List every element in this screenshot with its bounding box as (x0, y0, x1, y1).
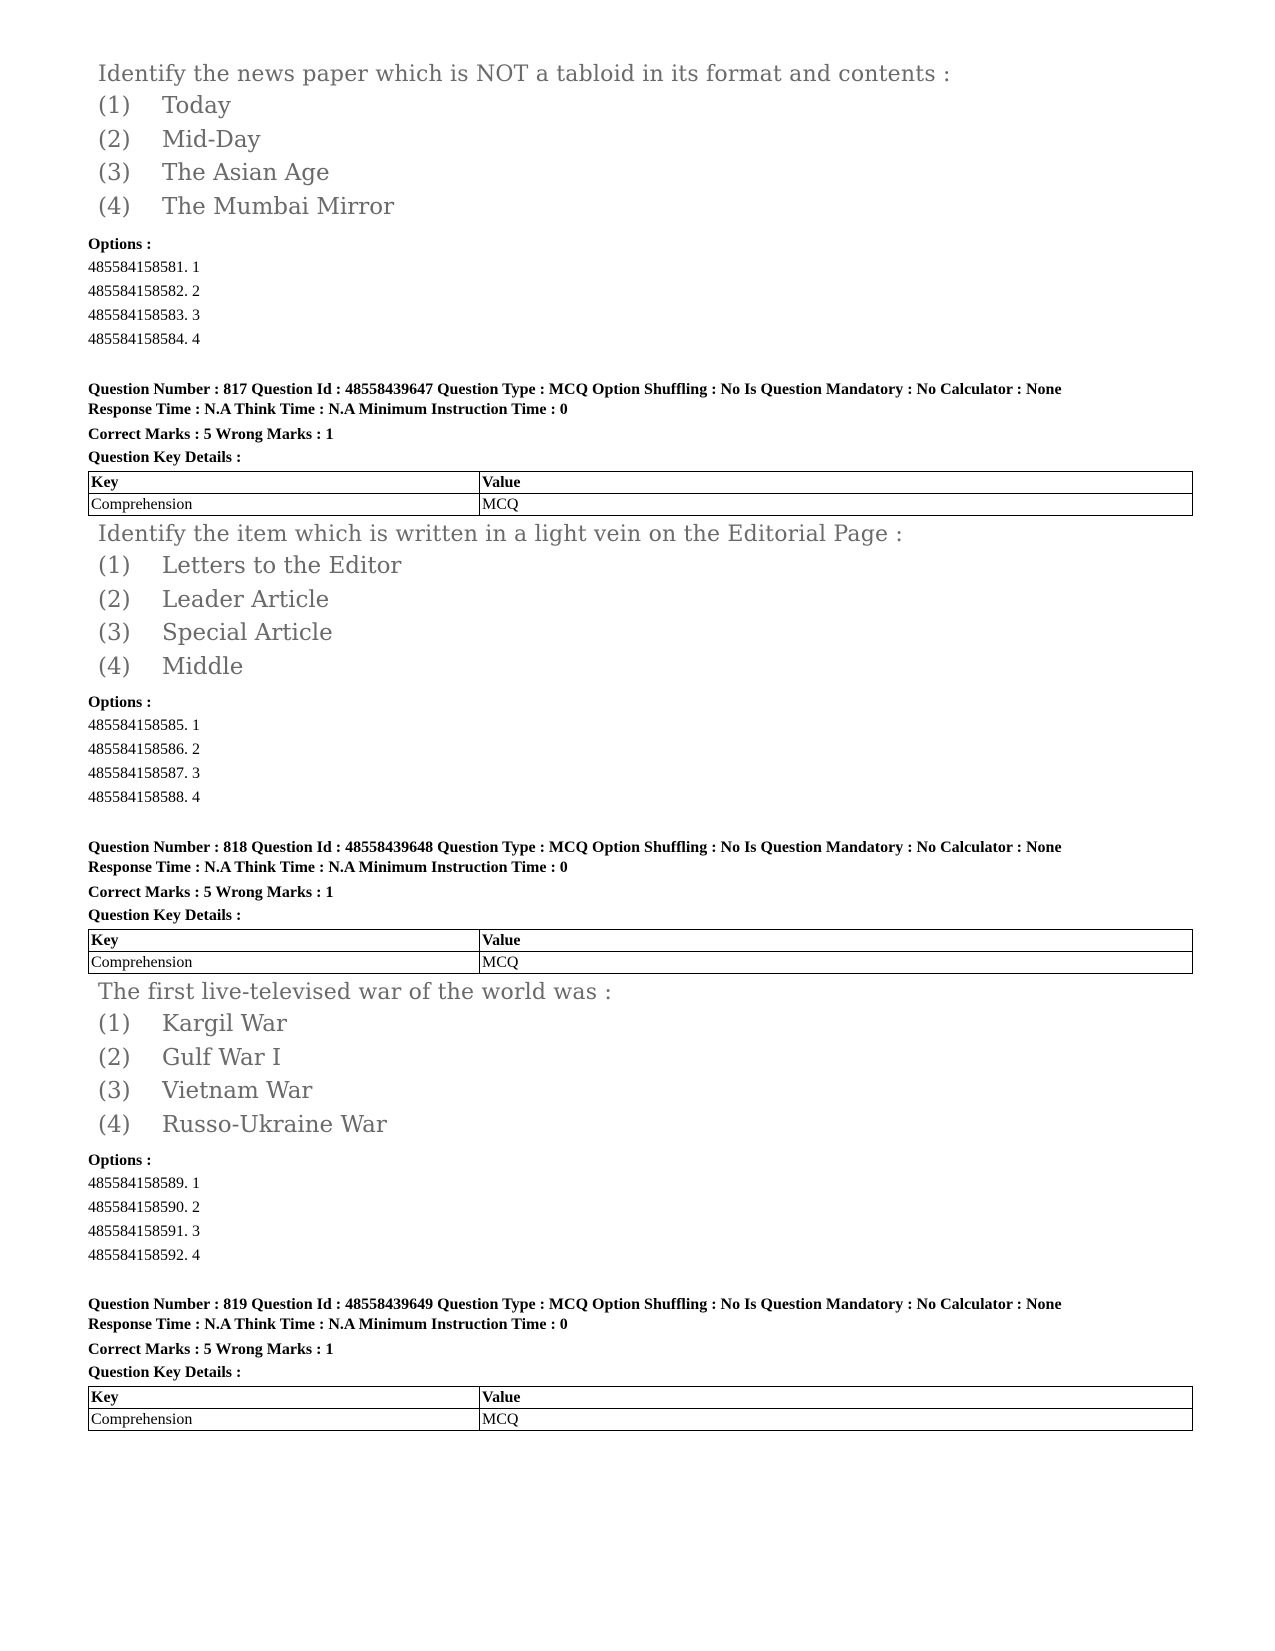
choice-item: (4) Russo-Ukraine War (98, 1111, 387, 1138)
table-cell-key: Comprehension (89, 952, 480, 974)
key-value-table (88, 929, 1193, 974)
options-title: Options : (88, 1152, 152, 1169)
question-marks: Correct Marks : 5 Wrong Marks : 1 (88, 884, 334, 901)
question-timing: Response Time : N.A Think Time : N.A Minimum Instruction Time : 0 (88, 401, 568, 418)
question-header (88, 1295, 1193, 1431)
key-value-table (88, 471, 1193, 516)
choice-item: (1) Kargil War (98, 1011, 287, 1037)
choice-item: (3) Special Article (98, 620, 333, 646)
question-stem: Identify the item which is written in a light vein on the Editorial Page : (98, 522, 904, 547)
option-line: 485584158586. 2 (88, 741, 200, 758)
option-line: 485584158590. 2 (88, 1199, 200, 1216)
table-header-key: Key (89, 930, 480, 952)
question-marks: Correct Marks : 5 Wrong Marks : 1 (88, 1341, 334, 1358)
question-image-2 (88, 520, 903, 684)
option-line: 485584158583. 3 (88, 307, 200, 324)
table-header-key: Key (89, 1387, 480, 1409)
choice-item: (3) The Asian Age (98, 160, 330, 186)
question-header (88, 838, 1193, 974)
choice-item: (2) Leader Article (98, 586, 330, 613)
question-meta: Question Number : 817 Question Id : 48558439647 Question Type : MCQ Option Shuffling : No Is Question Mandatory : No Calculator : None (88, 381, 1062, 398)
table-header-value: Value (480, 472, 1193, 494)
question-marks: Correct Marks : 5 Wrong Marks : 1 (88, 426, 334, 443)
option-line: 485584158588. 4 (88, 789, 200, 806)
choice-item: (2) Mid-Day (98, 126, 261, 153)
option-line: 485584158592. 4 (88, 1247, 200, 1264)
table-header-value: Value (480, 930, 1193, 952)
table-cell-value: MCQ (480, 494, 1193, 516)
options-title: Options : (88, 694, 152, 711)
table-cell-value: MCQ (480, 1409, 1193, 1431)
choice-item: (4) Middle (98, 653, 244, 680)
choice-item: (3) Vietnam War (98, 1078, 313, 1104)
option-line: 485584158591. 3 (88, 1223, 200, 1240)
options-title: Options : (88, 236, 152, 253)
question-key-details: Question Key Details : (88, 1364, 242, 1381)
option-line: 485584158585. 1 (88, 717, 200, 734)
question-header (88, 380, 1193, 516)
option-line: 485584158589. 1 (88, 1175, 200, 1192)
option-line: 485584158587. 3 (88, 765, 200, 782)
key-value-table (88, 1386, 1193, 1431)
options-block (88, 234, 200, 352)
table-header-value: Value (480, 1387, 1193, 1409)
option-line: 485584158581. 1 (88, 259, 200, 276)
question-meta: Question Number : 818 Question Id : 48558439648 Question Type : MCQ Option Shuffling : No Is Question Mandatory : No Calculator : None (88, 839, 1062, 856)
question-image-1 (88, 60, 951, 224)
table-header-key: Key (89, 472, 480, 494)
table-cell-key: Comprehension (89, 494, 480, 516)
question-image-3 (88, 978, 612, 1142)
choice-item: (1) Today (98, 93, 231, 119)
question-meta: Question Number : 819 Question Id : 48558439649 Question Type : MCQ Option Shuffling : No Is Question Mandatory : No Calculator : None (88, 1296, 1062, 1313)
question-stem: Identify the news paper which is NOT a tabloid in its format and contents : (98, 62, 951, 87)
choice-item: (1) Letters to the Editor (98, 553, 402, 579)
question-key-details: Question Key Details : (88, 907, 242, 924)
option-line: 485584158582. 2 (88, 283, 200, 300)
question-stem: The first live-televised war of the world was : (98, 980, 613, 1005)
options-block (88, 1150, 200, 1268)
table-cell-value: MCQ (480, 952, 1193, 974)
choice-item: (4) The Mumbai Mirror (98, 193, 395, 220)
options-block (88, 692, 200, 810)
table-cell-key: Comprehension (89, 1409, 480, 1431)
question-timing: Response Time : N.A Think Time : N.A Minimum Instruction Time : 0 (88, 1316, 568, 1333)
choice-item: (2) Gulf War I (98, 1044, 282, 1071)
question-key-details: Question Key Details : (88, 449, 242, 466)
option-line: 485584158584. 4 (88, 331, 200, 348)
question-timing: Response Time : N.A Think Time : N.A Minimum Instruction Time : 0 (88, 859, 568, 876)
